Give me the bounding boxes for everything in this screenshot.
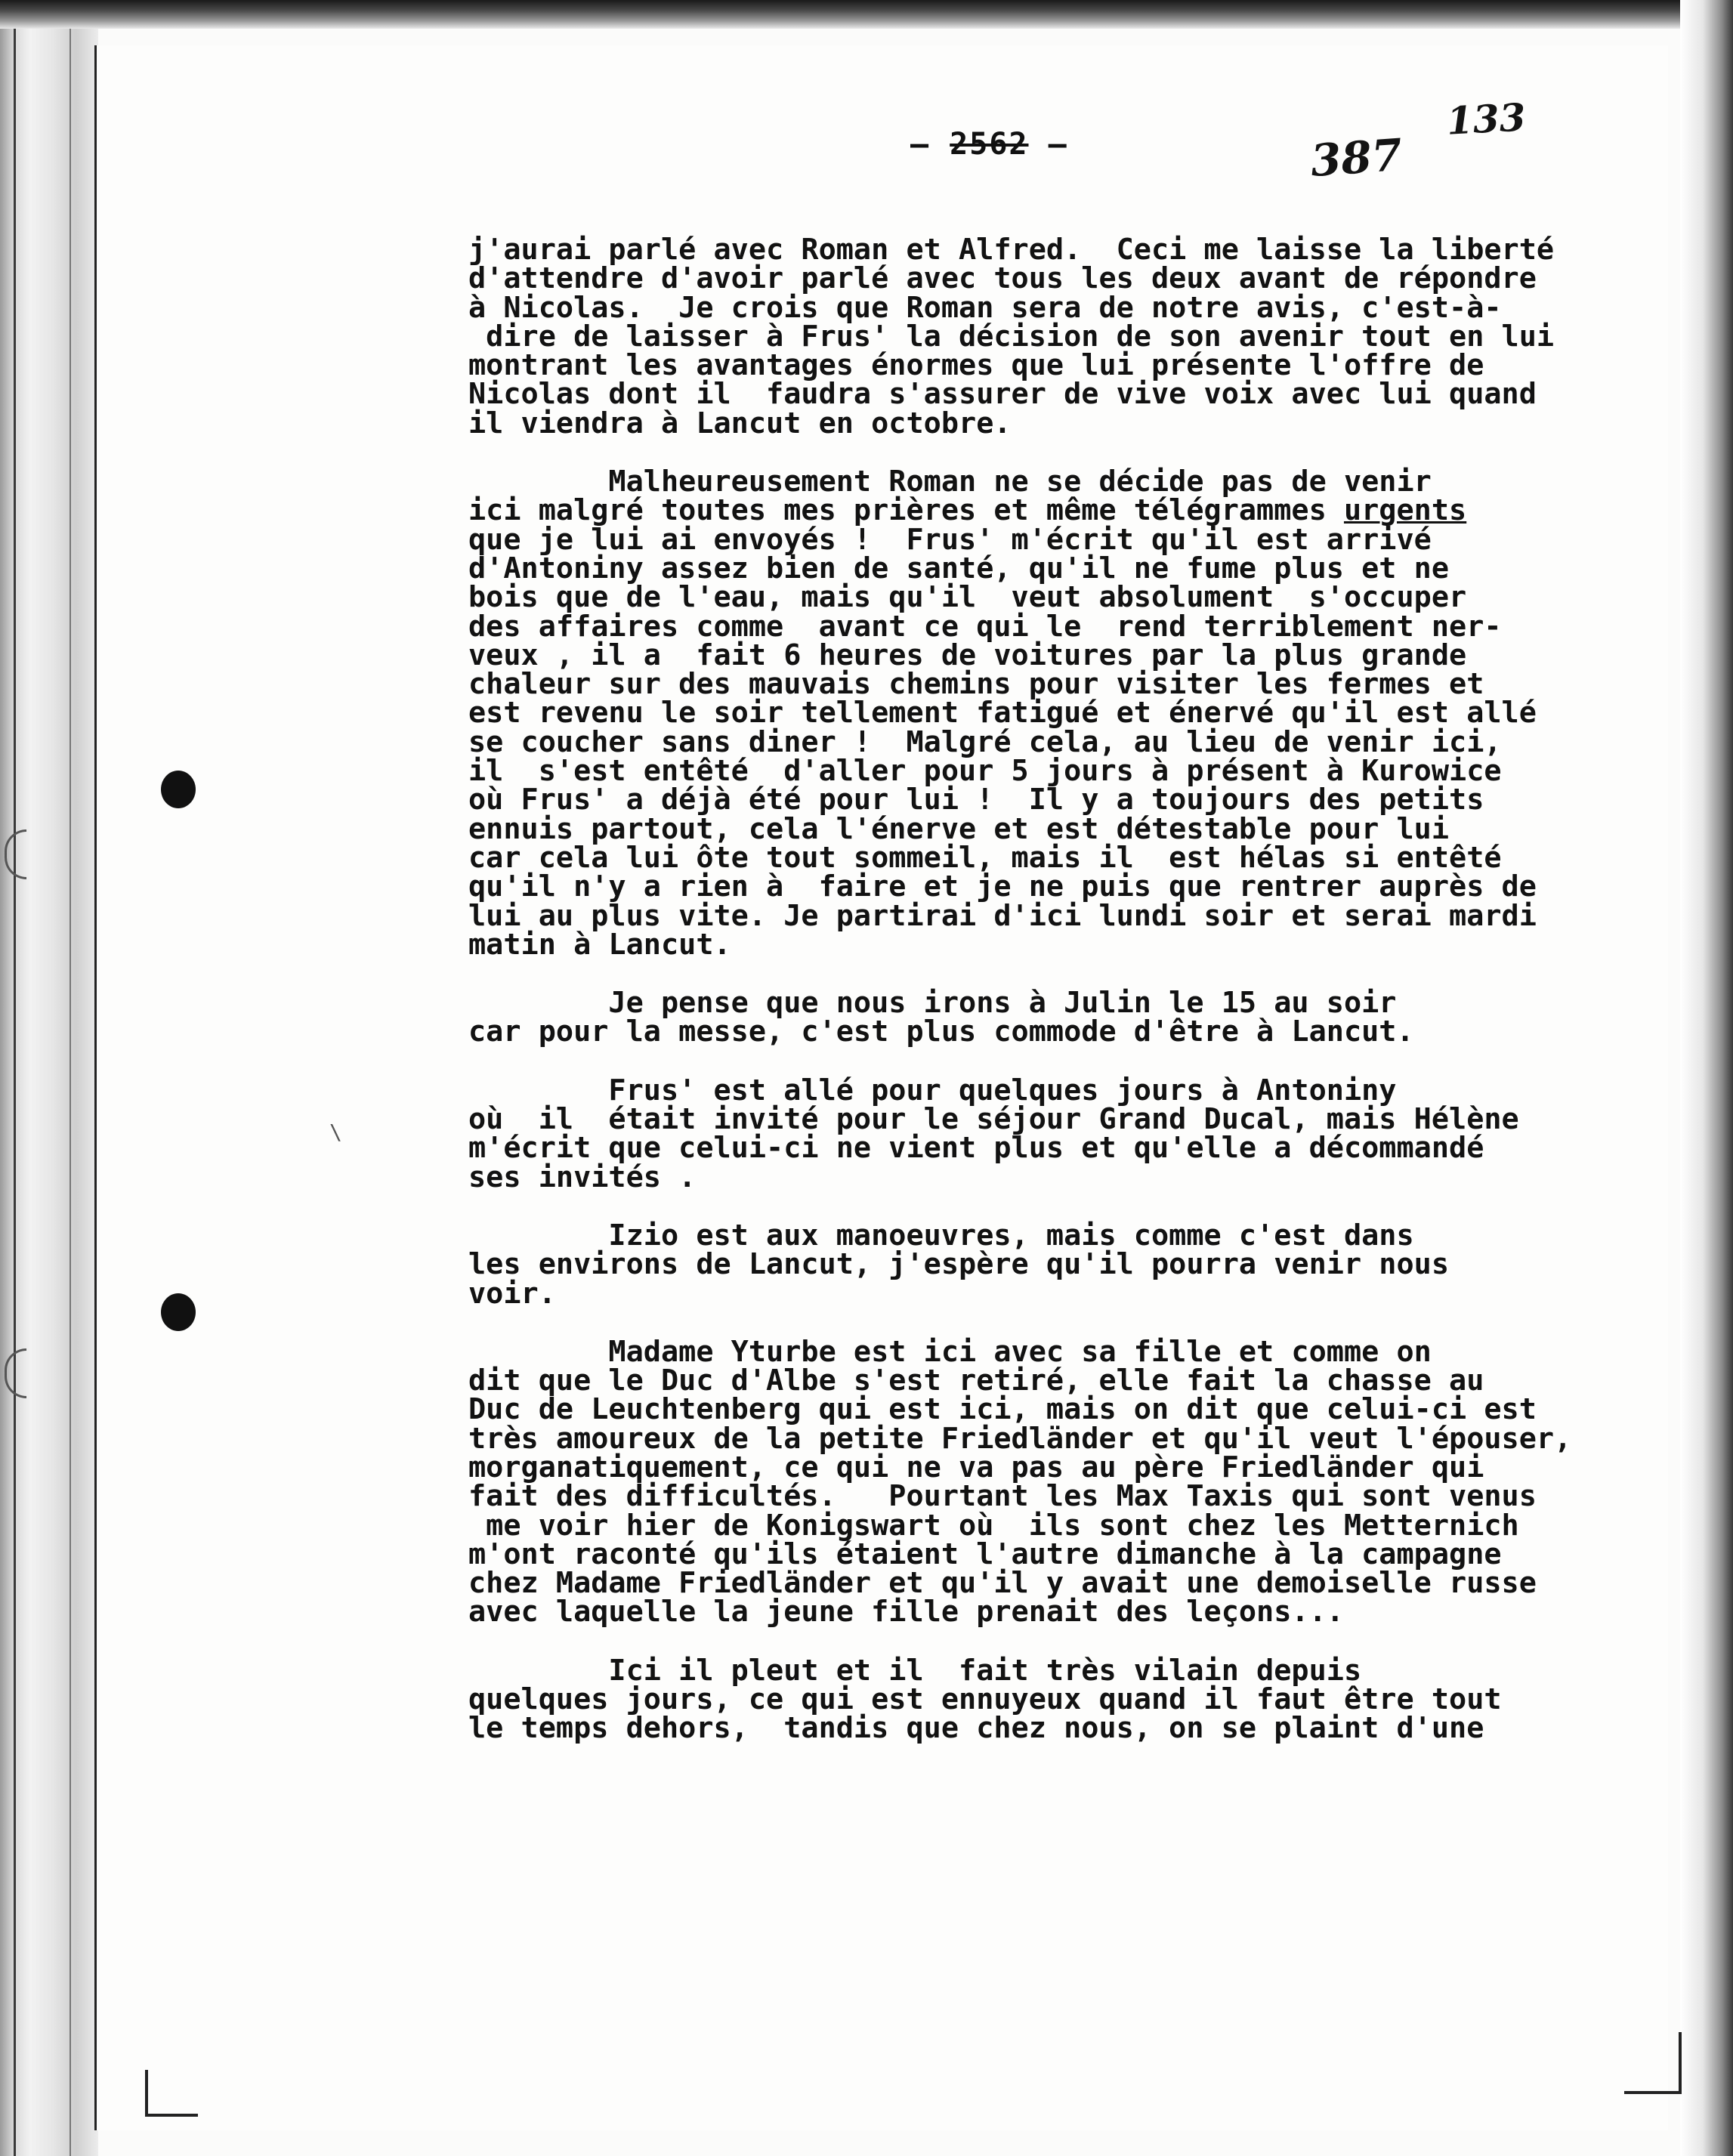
text-line: m'écrit que celui-ci ne vient plus et qu'elle a décommandé bbox=[468, 1131, 1484, 1166]
text-line: avec laquelle la jeune fille prenait des leçons... bbox=[468, 1595, 1344, 1629]
corner-mark bbox=[1624, 2091, 1682, 2094]
text-line: dire de laisser à Frus' la décision de son avenir tout en lui bbox=[468, 319, 1555, 354]
letter-body bbox=[468, 233, 1677, 1746]
text-line: Duc de Leuchtenberg qui est ici, mais on dit que celui-ci est bbox=[468, 1392, 1537, 1427]
text-line: ennuis partout, cela l'énerve et est détestable pour lui bbox=[468, 811, 1450, 846]
text-line: chaleur sur des mauvais chemins pour visiter les fermes et bbox=[468, 667, 1484, 702]
text-line: où il était invité pour le séjour Grand Ducal, mais Hélène bbox=[468, 1102, 1519, 1137]
text-line: ses invités . bbox=[468, 1160, 697, 1194]
text-line: que je lui ai envoyés ! Frus' m'écrit qu'il est arrivé bbox=[468, 522, 1432, 557]
page-number: – 2562 – bbox=[910, 127, 1068, 162]
text-line: Izio est aux manoeuvres, mais comme c'est dans bbox=[468, 1218, 1414, 1253]
underlined-word: urgents bbox=[1343, 493, 1467, 528]
text-line: d'attendre d'avoir parlé avec tous les deux avant de répondre bbox=[468, 261, 1537, 296]
binder-line bbox=[70, 0, 71, 2156]
paragraph bbox=[468, 1073, 1677, 1194]
paragraph bbox=[468, 1218, 1677, 1311]
text-line: matin à Lancut. bbox=[468, 927, 731, 962]
corner-mark bbox=[145, 2070, 148, 2115]
punch-hole bbox=[161, 1293, 196, 1331]
text-line: Je pense que nous irons à Julin le 15 au soir bbox=[468, 986, 1397, 1021]
text-line: des affaires comme avant ce qui le rend terriblement ner- bbox=[468, 609, 1502, 644]
corner-mark bbox=[1679, 2032, 1682, 2093]
handwritten-archive-number: 133 bbox=[1445, 94, 1527, 144]
handwritten-folio-number: 387 bbox=[1308, 128, 1404, 187]
text-line: Madame Yturbe est ici avec sa fille et comme on bbox=[468, 1334, 1432, 1369]
scan-top-shadow bbox=[0, 0, 1733, 29]
text-line: veux , il a fait 6 heures de voitures par la plus grande bbox=[468, 638, 1467, 672]
text-line: qu'il n'y a rien à faire et je ne puis que rentrer auprès de bbox=[468, 870, 1537, 904]
text-line: où Frus' a déjà été pour lui ! Il y a toujours des petits bbox=[468, 783, 1484, 817]
text-line: quelques jours, ce qui est ennuyeux quand il faut être tout bbox=[468, 1682, 1502, 1717]
text-line: m'ont raconté qu'ils étaient l'autre dimanche à la campagne bbox=[468, 1537, 1502, 1571]
text-line: les environs de Lancut, j'espère qu'il pourra venir nous bbox=[468, 1247, 1450, 1282]
paragraph bbox=[468, 986, 1677, 1049]
text-line: lui au plus vite. Je partirai d'ici lundi soir et serai mardi bbox=[468, 898, 1537, 933]
punch-hole bbox=[161, 771, 196, 808]
text-line: d'Antoniny assez bien de santé, qu'il ne fume plus et ne bbox=[468, 551, 1450, 585]
text-line: il s'est entêté d'aller pour 5 jours à présent à Kurowice bbox=[468, 754, 1502, 789]
text-line: Ici il pleut et il fait très vilain depuis bbox=[468, 1653, 1362, 1688]
text-line: j'aurai parlé avec Roman et Alfred. Ceci me laisse la liberté bbox=[468, 233, 1555, 267]
binder-line bbox=[14, 0, 16, 2156]
text-line: il viendra à Lancut en octobre. bbox=[468, 406, 1012, 440]
text-line: se coucher sans diner ! Malgré cela, au lieu de venir ici, bbox=[468, 724, 1502, 759]
paragraph bbox=[468, 465, 1677, 962]
margin-mark: \ bbox=[329, 1120, 342, 1144]
text-line: ici malgré toutes mes prières et même télégrammes urgents bbox=[468, 493, 1467, 528]
text-line: montrant les avantages énormes que lui présente l'offre de bbox=[468, 348, 1484, 383]
text-line: à Nicolas. Je crois que Roman sera de notre avis, c'est-à- bbox=[468, 290, 1502, 325]
text-line: chez Madame Friedländer et qu'il y avait une demoiselle russe bbox=[468, 1566, 1537, 1601]
text-line: car cela lui ôte tout sommeil, mais il est hélas si entêté bbox=[468, 840, 1502, 875]
text-line: morganatiquement, ce qui ne va pas au père Friedländer qui bbox=[468, 1450, 1484, 1484]
text-line: car pour la messe, c'est plus commode d'être à Lancut. bbox=[468, 1015, 1414, 1049]
text-line: Nicolas dont il faudra s'assurer de vive voix avec lui quand bbox=[468, 377, 1537, 412]
paragraph bbox=[468, 233, 1677, 440]
text-line: dit que le Duc d'Albe s'est retiré, elle fait la chasse au bbox=[468, 1364, 1484, 1398]
text-line: très amoureux de la petite Friedländer et qu'il veut l'épouser, bbox=[468, 1421, 1572, 1456]
corner-mark bbox=[145, 2114, 198, 2117]
text-line: Malheureusement Roman ne se décide pas de venir bbox=[468, 465, 1432, 499]
text-line: bois que de l'eau, mais qu'il veut absolument s'occuper bbox=[468, 580, 1467, 615]
text-line: le temps dehors, tandis que chez nous, on se plaint d'une bbox=[468, 1711, 1484, 1746]
paragraph bbox=[468, 1334, 1677, 1629]
text-line: Frus' est allé pour quelques jours à Antoniny bbox=[468, 1073, 1397, 1107]
text-line: fait des difficultés. Pourtant les Max Taxis qui sont venus bbox=[468, 1479, 1537, 1514]
text-line: me voir hier de Konigswart où ils sont chez les Metternich bbox=[468, 1508, 1519, 1543]
scan-right-shadow bbox=[1680, 0, 1733, 2156]
text-line: est revenu le soir tellement fatigué et énervé qu'il est allé bbox=[468, 696, 1537, 731]
text-line: voir. bbox=[468, 1276, 556, 1311]
paragraph bbox=[468, 1653, 1677, 1746]
